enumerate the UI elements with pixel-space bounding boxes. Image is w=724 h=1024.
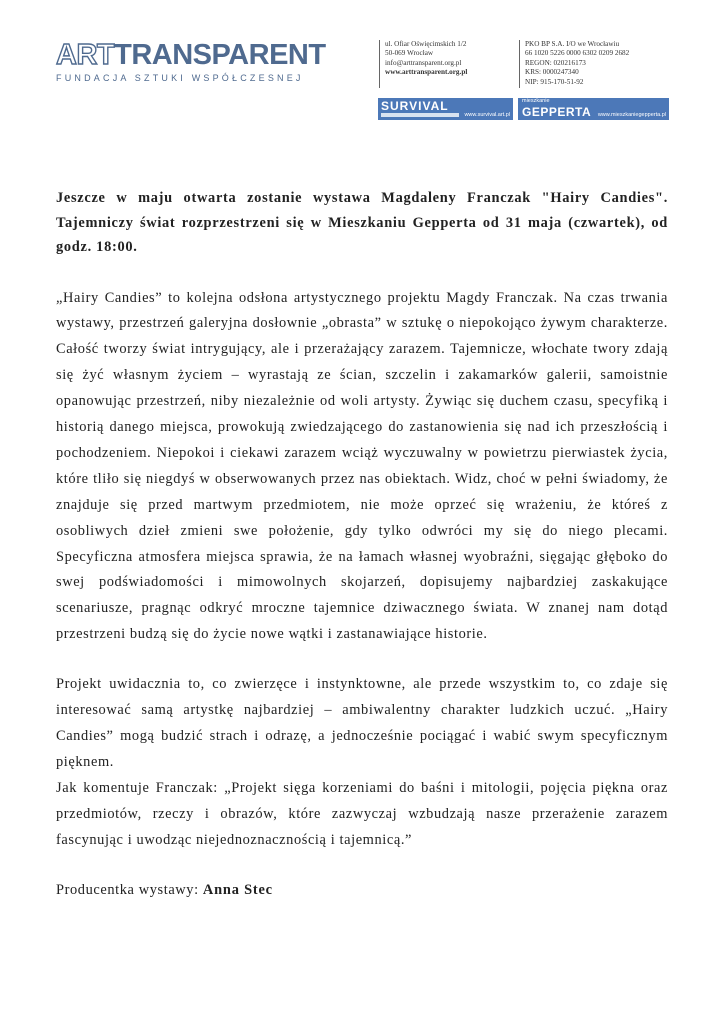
bank-nip: NIP: 915-170-51-92	[525, 77, 584, 86]
gepperta-banner-url: www.mieszkaniegepperta.pl	[597, 112, 666, 118]
address-website: www.arttransparent.org.pl	[385, 68, 468, 77]
address-street: ul. Ofiar Oświęcimskich 1/2	[385, 40, 467, 48]
address-block	[379, 40, 515, 88]
bank-krs: KRS: 0000247340	[525, 68, 579, 77]
producer-name: Anna Stec	[202, 881, 273, 898]
producer-credit	[56, 878, 668, 902]
producer-label: Producentka wystawy:	[56, 881, 199, 898]
survival-banner	[378, 98, 513, 120]
body-paragraph-3: Jak komentuje Franczak: „Projekt sięga korzeniami do baśni i mitologii, pojęcia piękna oraz przedmiotów, rzeczy i obrazów, które zazwyczaj wzbudzają nasze przerażenie zarazem fascynując i uwodząc niejednoznacznością i tajemnicą.”	[56, 779, 668, 848]
gepperta-banner	[518, 98, 669, 120]
bank-account: 66 1020 5226 0000 6302 0209 2682	[525, 49, 630, 58]
gepperta-banner-name: GEPPERTA	[522, 105, 592, 119]
logo-word-transparent: TRANSPARENT	[114, 39, 326, 71]
survival-banner-url: www.survival.art.pl	[464, 112, 510, 118]
lead-paragraph: Jeszcze w maju otwarta zostanie wystawa Magdaleny Franczak "Hairy Candies". Tajemniczy świat rozprzestrzeni się w Mieszkaniu Gepperta od 31 maja (czwartek), od godz. 18:00.	[56, 190, 668, 255]
survival-banner-name: SURVIVAL	[381, 99, 449, 113]
logo-subtitle: FUNDACJA SZTUKI WSPÓŁCZESNEJ	[56, 73, 304, 83]
logo-wordmark	[56, 39, 326, 71]
document-body	[56, 186, 668, 902]
gepperta-banner-small: mieszkanie	[522, 98, 550, 104]
bank-name: PKO BP S.A. I/O we Wrocławiu	[525, 40, 620, 48]
logo-word-art: ART	[56, 39, 115, 71]
arttransparent-logo	[56, 39, 326, 83]
address-email: info@arttransparent.org.pl	[385, 58, 462, 67]
body-paragraph-1: „Hairy Candies” to kolejna odsłona artystycznego projektu Magdy Franczak. Na czas trwania wystawy, przestrzeń galeryjna dosłownie „obrasta” w sztukę o niepokojąco żywym charakterze. Całość tworzy świat intrygujący, ale i przerażający zarazem. Tajemnicze, włochate twory zdają się żyć własnym życiem – wyrastają ze ścian, szczelin i zakamarków galerii, samoistnie opanowując przestrzeń, niby niezależnie od woli artysty. Żywiąc się duchem czasu, specyfiką i historią danego miejsca, prowokują zwiedzającego do zastanowienia się nad ich przeszłością i pochodzeniem. Niepokoi i ciekawi zarazem wciąż wyczuwalny w powietrzu pierwiastek życia, które tliło się niegdyś w obserwowanych przez nas obiektach. Widz, choć w pełni świadomy, że znajduje się przed martwym przedmiotem, nie może oprzeć się wrażeniu, że któreś z osobliwych dzieł zmieni swe położenie, gdy tylko odwróci my się do niego plecami. Specyficzna atmosfera miejsca sprawia, że na łamach własnej wyobraźni, sięgając głęboko do swej podświadomości i mimowolnych skojarzeń, dopisujemy najbardziej zaskakujące scenariusze, pragnąc odkryć mroczne tajemnice dziwacznego świata. W znanej nam dotąd przestrzeni budzą się do życie nowe wątki i zastanawiające historie.	[56, 289, 668, 643]
survival-banner-stripe	[381, 113, 459, 117]
bank-regon: REGON: 020216173	[525, 58, 586, 67]
bank-block	[519, 40, 675, 88]
body-paragraph-2: Projekt uwidacznia to, co zwierzęce i instynktowne, ale przede wszystkim to, co zdaje się interesować samą artystkę najbardziej – ambiwalentny charakter ludzkich uczuć. „Hairy Candies” mogą budzić strach i odrazę, a jednocześnie pociągać i wabić swym specyficznym pięknem.	[56, 676, 668, 770]
address-city: 50-069 Wrocław	[385, 49, 434, 58]
